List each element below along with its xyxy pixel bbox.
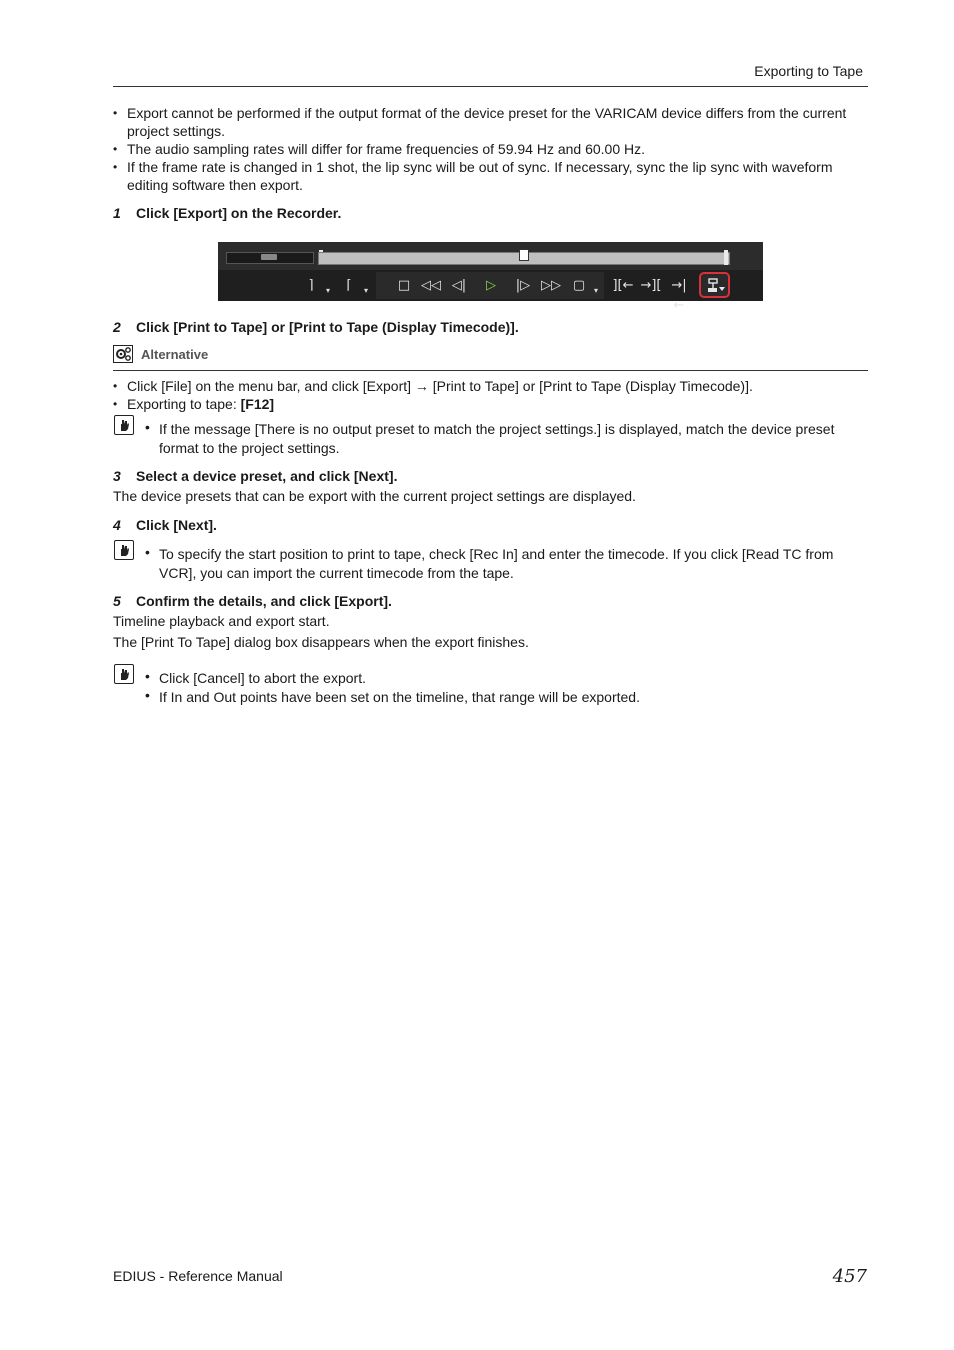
shuttle-knob[interactable] — [261, 254, 277, 260]
shortcut-key: [F12] — [240, 396, 275, 412]
list-item: • To specify the start position to print to tape, check [Rec In] and enter the timecode. If you click [Read TC from VCR], you can import the current timecode from the tape. — [145, 545, 865, 583]
alternative-divider — [113, 370, 868, 371]
fast-forward-icon[interactable]: ▷▷ — [541, 278, 561, 293]
recorder-slider-row — [218, 242, 763, 270]
export-icon — [706, 278, 726, 294]
position-slider-thumb[interactable] — [519, 249, 529, 261]
step-back-icon[interactable]: ◁| — [451, 278, 467, 293]
step-3-description: The device presets that can be export with the current project settings are displayed. — [113, 488, 636, 504]
alternative-label: Alternative — [141, 346, 209, 362]
step-text: Click [Print to Tape] or [Print to Tape (Display Timecode)]. — [136, 319, 519, 335]
stop-icon[interactable]: □ — [397, 278, 411, 293]
list-item: • If In and Out points have been set on the timeline, that range will be exported. — [145, 688, 865, 707]
step-text: Click [Next]. — [136, 517, 217, 533]
gear-icon — [113, 345, 133, 363]
step-text: Confirm the details, and click [Export]. — [136, 593, 392, 609]
set-in-icon[interactable]: ⌉ ▾ — [300, 276, 322, 296]
step-number: 1 — [113, 205, 121, 221]
export-button[interactable] — [699, 272, 730, 298]
list-item: • If the message [There is no output preset to match the project settings.] is displayed, match the device preset format to the project settings. — [145, 420, 865, 458]
step-2 — [113, 319, 519, 335]
alternative-heading — [113, 345, 208, 363]
intro-bullet-list — [113, 104, 869, 194]
header-title: Exporting to Tape — [754, 63, 863, 79]
set-out-icon[interactable]: ⌈ ▾ — [338, 276, 360, 296]
insert-to-timeline-icon[interactable]: ][← — [612, 278, 634, 293]
footer-manual-title: EDIUS - Reference Manual — [113, 1268, 283, 1284]
slider-end-marker — [724, 250, 728, 265]
rewind-icon[interactable]: ◁◁ — [421, 278, 441, 293]
note-2-list — [145, 545, 865, 583]
step-text: Select a device preset, and click [Next]. — [136, 468, 398, 484]
header-divider — [113, 86, 868, 87]
step-5 — [113, 593, 392, 609]
step-number: 3 — [113, 468, 121, 484]
loop-icon[interactable]: ▢ ▾ — [568, 276, 590, 296]
step-4 — [113, 517, 217, 533]
match-frame-icon[interactable]: →|← — [671, 278, 687, 313]
shuttle-slider[interactable] — [226, 252, 314, 264]
note-hand-icon — [114, 664, 134, 684]
list-item — [113, 395, 869, 413]
note-hand-icon — [114, 540, 134, 560]
list-item: • Export cannot be performed if the output format of the device preset for the VARICAM device differs from the current project settings. — [113, 104, 869, 140]
list-item: • Click [File] on the menu bar, and click [Export] → [Print to Tape] or [Print to Tape (Display Timecode)]. — [113, 377, 869, 395]
overwrite-to-timeline-icon[interactable]: →][ — [640, 278, 662, 293]
alternative-list — [113, 377, 869, 413]
note-hand-icon — [114, 415, 134, 435]
note-1-list — [145, 420, 865, 458]
step-5-description: Timeline playback and export start. — [113, 613, 330, 629]
step-text: Click [Export] on the Recorder. — [136, 205, 342, 221]
shortcut-label: Exporting to tape: — [127, 396, 241, 412]
step-forward-icon[interactable]: |▷ — [515, 278, 531, 293]
list-item: • Click [Cancel] to abort the export. — [145, 669, 865, 688]
step-5-description-2: The [Print To Tape] dialog box disappears when the export finishes. — [113, 634, 529, 650]
step-number: 5 — [113, 593, 121, 609]
list-item: • The audio sampling rates will differ for frame frequencies of 59.94 Hz and 60.00 Hz. — [113, 140, 869, 158]
step-3 — [113, 468, 397, 484]
step-number: 4 — [113, 517, 121, 533]
play-icon[interactable]: ▷ — [486, 278, 496, 293]
list-item: • If the frame rate is changed in 1 shot, the lip sync will be out of sync. If necessary, sync the lip sync with waveform editing software then export. — [113, 158, 869, 194]
note-3-list — [145, 669, 865, 707]
page-number: 457 — [832, 1266, 867, 1287]
recorder-toolbar — [218, 242, 763, 313]
step-number: 2 — [113, 319, 121, 335]
step-1 — [113, 205, 341, 221]
